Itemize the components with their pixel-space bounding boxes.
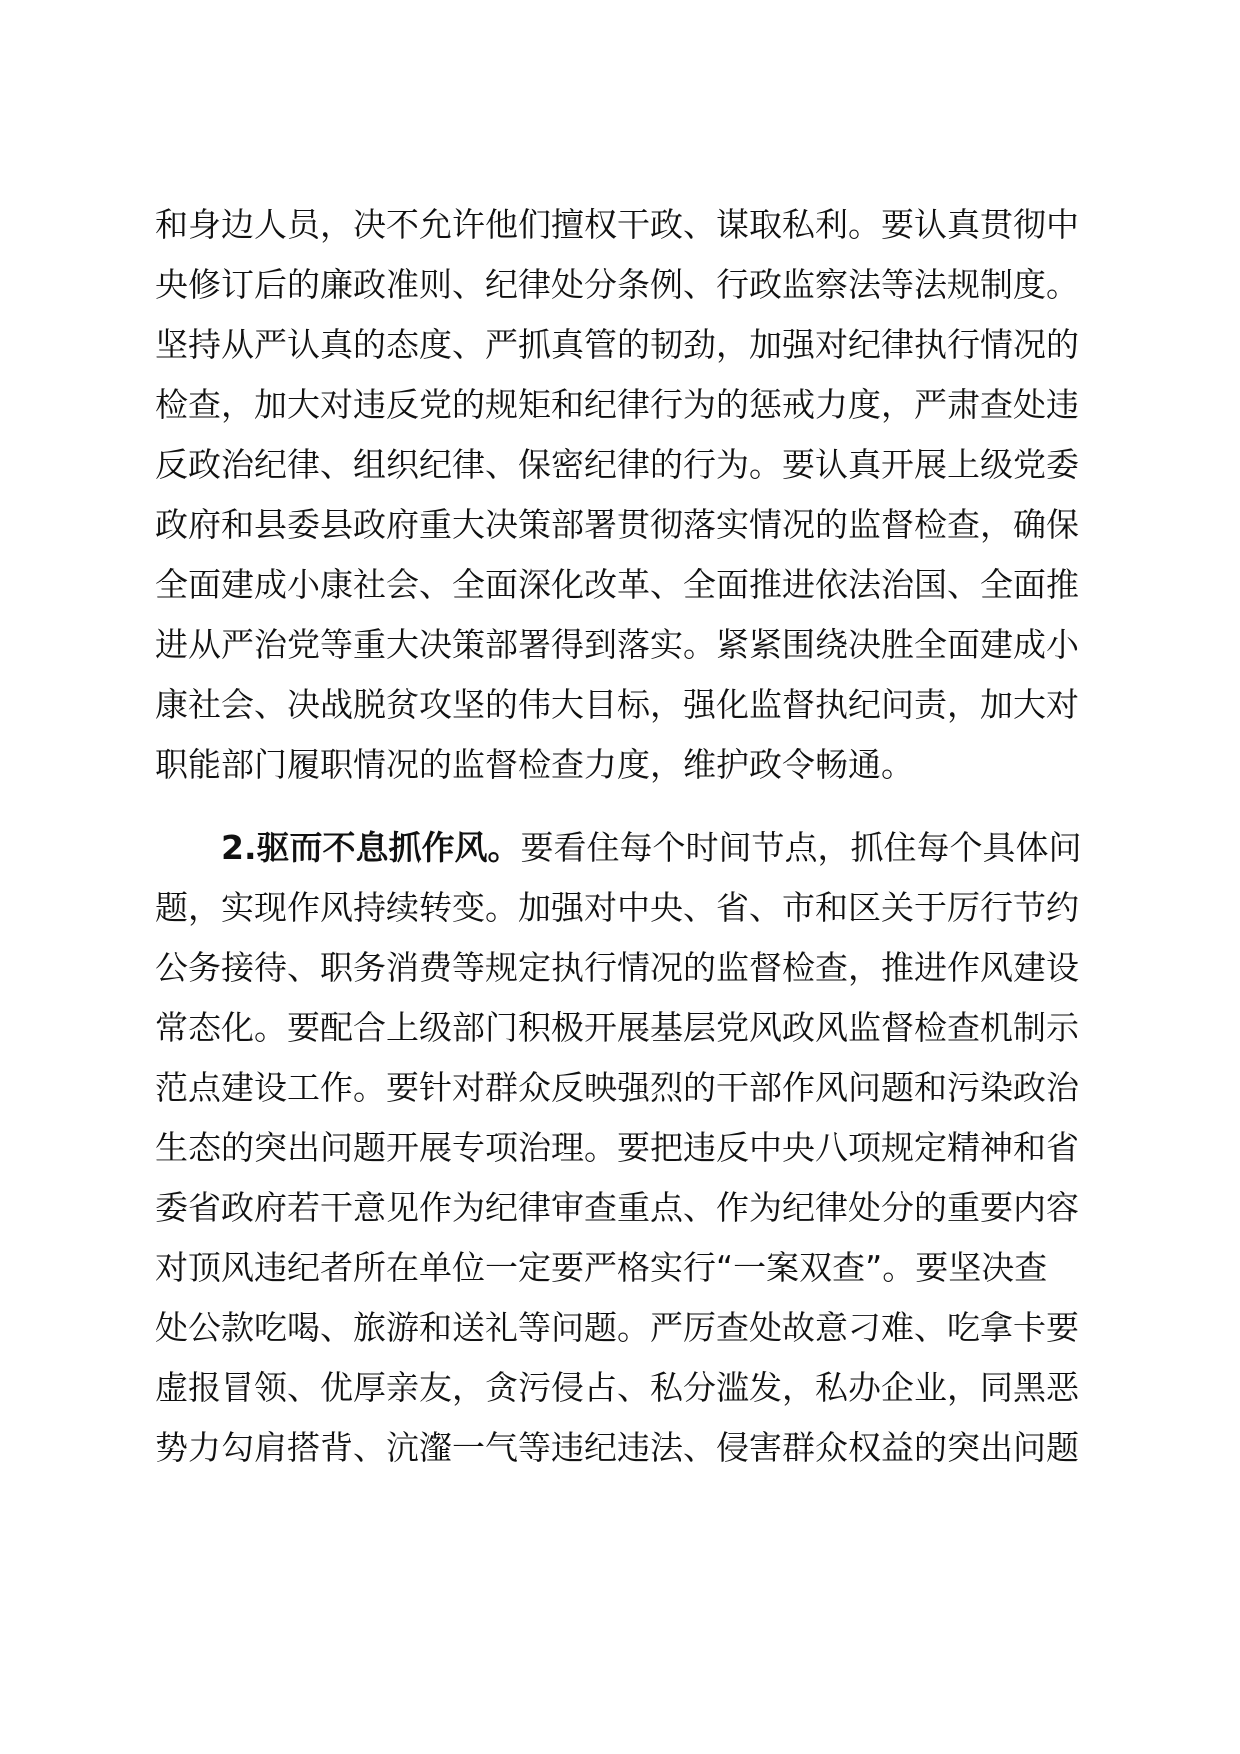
text-line: 全面建成小康社会、全面深化改革、全面推进依法治国、全面推 bbox=[155, 565, 1079, 604]
text-line: 政府和县委县政府重大决策部署贯彻落实情况的监督检查，确保 bbox=[155, 505, 1079, 544]
text-line: 检查，加大对违反党的规矩和纪律行为的惩戒力度，严肃查处违 bbox=[155, 385, 1079, 424]
text-line: 常态化。要配合上级部门积极开展基层党风政风监督检查机制示 bbox=[155, 1008, 1079, 1047]
section-heading: 2.驱而不息抓作风。 bbox=[221, 828, 521, 867]
text-line: 反政治纪律、组织纪律、保密纪律的行为。要认真开展上级党委 bbox=[155, 445, 1079, 484]
paragraph-first-line bbox=[221, 818, 1105, 878]
text-line: 和身边人员，决不允许他们擅权干政、谋取私利。要认真贯彻中 bbox=[155, 205, 1079, 244]
text-line: 生态的突出问题开展专项治理。要把违反中央八项规定精神和省 bbox=[155, 1128, 1079, 1167]
text-line: 公务接待、职务消费等规定执行情况的监督检查，推进作风建设 bbox=[155, 948, 1079, 987]
text-line: 央修订后的廉政准则、纪律处分条例、行政监察法等法规制度。 bbox=[155, 265, 1079, 304]
text-line: 康社会、决战脱贫攻坚的伟大目标，强化监督执纪问责，加大对 bbox=[155, 685, 1079, 724]
text-line: 势力勾肩搭背、沆瀣一气等违纪违法、侵害群众权益的突出问题 bbox=[155, 1428, 1079, 1467]
text-line: 范点建设工作。要针对群众反映强烈的干部作风问题和污染政治 bbox=[155, 1068, 1079, 1107]
text-line: 处公款吃喝、旅游和送礼等问题。严厉查处故意刁难、吃拿卡要 bbox=[155, 1308, 1079, 1347]
text-line: 坚持从严认真的态度、严抓真管的韧劲，加强对纪律执行情况的 bbox=[155, 325, 1079, 364]
text-line: 进从严治党等重大决策部署得到落实。紧紧围绕决胜全面建成小 bbox=[155, 625, 1079, 664]
text-span: 要看住每个时间节点，抓住每个具体问 bbox=[520, 828, 1082, 867]
text-line: 虚报冒领、优厚亲友，贪污侵占、私分滥发，私办企业，同黑恶 bbox=[155, 1368, 1079, 1407]
text-line: 委省政府若干意见作为纪律审查重点、作为纪律处分的重要内容 bbox=[155, 1188, 1079, 1227]
text-line: 职能部门履职情况的监督检查力度，维护政令畅通。 bbox=[155, 745, 914, 784]
text-line: 题，实现作风持续转变。加强对中央、省、市和区关于厉行节约 bbox=[155, 888, 1079, 927]
text-line: 对顶风违纪者所在单位一定要严格实行“一案双查”。要坚决查 bbox=[155, 1248, 1048, 1287]
